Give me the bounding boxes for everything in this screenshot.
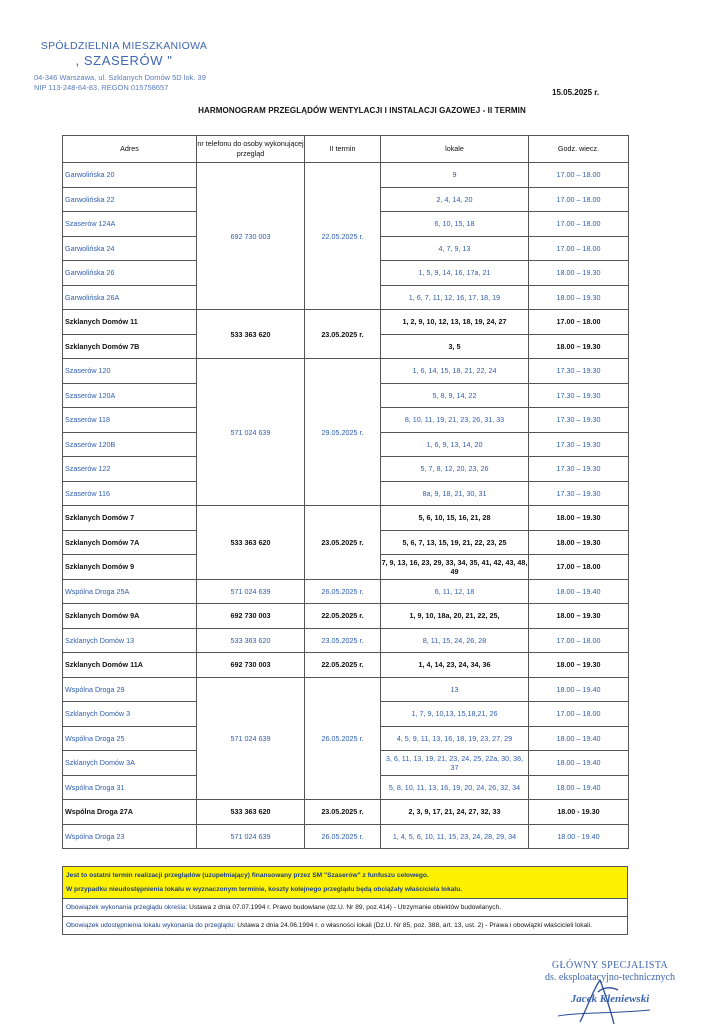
cell-units: 6, 10, 15, 18 (381, 212, 529, 237)
cell-date: 26.05.2025 r. (305, 824, 381, 849)
cell-hours: 17.30 – 19.30 (529, 408, 629, 433)
cell-date: 23.05.2025 r. (305, 800, 381, 825)
cell-address: Szklanych Domów 9 (63, 555, 197, 580)
cell-units: 6, 11, 12, 18 (381, 579, 529, 604)
cell-hours: 17.30 – 19.30 (529, 432, 629, 457)
cell-address: Szklanych Domów 13 (63, 628, 197, 653)
table-header-row (63, 136, 629, 163)
table-row (63, 653, 629, 678)
cell-units: 1, 4, 14, 23, 24, 34, 36 (381, 653, 529, 678)
cell-phone: 571 024 639 (197, 579, 305, 604)
cell-units: 1, 6, 14, 15, 18, 21, 22, 24 (381, 359, 529, 384)
cell-hours: 17.00 – 18.00 (529, 555, 629, 580)
cell-units: 13 (381, 677, 529, 702)
cell-phone: 571 024 639 (197, 359, 305, 506)
cell-units: 5, 7, 8, 12, 20, 23, 26 (381, 457, 529, 482)
cell-hours: 17.00 – 18.00 (529, 187, 629, 212)
cell-hours: 18.00 – 19.30 (529, 604, 629, 629)
cell-units: 1, 6, 7, 11, 12, 16, 17, 18, 19 (381, 285, 529, 310)
cell-units: 9 (381, 163, 529, 188)
cell-address: Wspólna Droga 27A (63, 800, 197, 825)
cell-date: 26.05.2025 r. (305, 579, 381, 604)
org-name-line2: , SZASERÓW " (75, 53, 173, 68)
cell-phone: 692 730 003 (197, 163, 305, 310)
cell-address: Szaserów 124A (63, 212, 197, 237)
cell-address: Szklanych Domów 3 (63, 702, 197, 727)
cell-units: 2, 4, 14, 20 (381, 187, 529, 212)
table-row (63, 800, 629, 825)
legal-basis-inspection (63, 899, 627, 916)
header-address: Adres (63, 136, 197, 163)
cell-units: 5, 6, 10, 15, 16, 21, 28 (381, 506, 529, 531)
table-row (63, 310, 629, 335)
cell-hours: 18.00 – 19.40 (529, 726, 629, 751)
cell-units: 5, 6, 7, 13, 15, 19, 21, 22, 23, 25 (381, 530, 529, 555)
cell-address: Garwolińska 20 (63, 163, 197, 188)
cell-units: 1, 7, 9, 10,13, 15,18,21, 26 (381, 702, 529, 727)
legal-basis-inspection-text: Ustawa z dnia 07.07.1994 r. Prawo budowlane (dz.U. Nr 89, poz.414) - Utrzymanie obiektów budowlanych. (187, 904, 502, 911)
cell-hours: 18.00 – 19.30 (529, 261, 629, 286)
cell-units: 1, 4, 5, 6, 10, 11, 15, 23, 24, 28, 29, 34 (381, 824, 529, 849)
cell-address: Wspólna Droga 25 (63, 726, 197, 751)
cell-hours: 17.00 – 18.00 (529, 702, 629, 727)
cell-hours: 17.00 – 18.00 (529, 163, 629, 188)
cell-hours: 17.30 – 19.30 (529, 481, 629, 506)
organization-stamp (34, 40, 214, 68)
cell-address: Szklanych Domów 7B (63, 334, 197, 359)
cell-units: 4, 7, 9, 13 (381, 236, 529, 261)
cell-hours: 17.30 – 19.30 (529, 383, 629, 408)
header-date: II termin (305, 136, 381, 163)
cell-address: Garwolińska 22 (63, 187, 197, 212)
cell-phone: 692 730 003 (197, 604, 305, 629)
cell-hours: 17.30 – 19.30 (529, 359, 629, 384)
cell-hours: 17.00 – 18.00 (529, 236, 629, 261)
header-phone: nr telefonu do osoby wykonującej przegląd (197, 136, 305, 163)
cell-date: 23.05.2025 r. (305, 628, 381, 653)
legal-basis-inspection-lead: Obowiązek wykonania przeglądu określa: (66, 904, 188, 911)
table-row (63, 163, 629, 188)
cell-hours: 18.00 – 19.30 (529, 506, 629, 531)
cell-hours: 18.00 - 19.40 (529, 824, 629, 849)
cell-hours: 18.00 – 19.30 (529, 334, 629, 359)
schedule-table (62, 135, 629, 849)
cell-units: 8a, 9, 18, 21, 30, 31 (381, 481, 529, 506)
cell-units: 1, 9, 10, 18a, 20, 21, 22, 25, (381, 604, 529, 629)
legal-basis-access-lead: Obowiązek udostępnienia lokalu wykonania do przeglądu: (66, 922, 236, 929)
cell-phone: 692 730 003 (197, 653, 305, 678)
signature-name: Jacek Kleniewski (570, 993, 650, 1005)
org-address: 04-346 Warszawa, ul. Szklanych Domów 5D lok. 39 (34, 73, 206, 82)
header-hours: Godz. wiecz. (529, 136, 629, 163)
cell-units: 1, 2, 9, 10, 12, 13, 18, 19, 24, 27 (381, 310, 529, 335)
legal-basis-access (63, 916, 627, 934)
cell-phone: 533 363 620 (197, 628, 305, 653)
table-row (63, 677, 629, 702)
cell-units: 4, 5, 9, 11, 13, 16, 18, 19, 23, 27, 29 (381, 726, 529, 751)
cell-date: 29.05.2025 r. (305, 359, 381, 506)
cell-date: 22.05.2025 r. (305, 653, 381, 678)
cell-address: Szklanych Domów 11A (63, 653, 197, 678)
cell-hours: 18.00 – 19.30 (529, 530, 629, 555)
cell-address: Szklanych Domów 3A (63, 751, 197, 776)
cell-date: 22.05.2025 r. (305, 604, 381, 629)
cell-address: Szklanych Domów 7A (63, 530, 197, 555)
table-row (63, 628, 629, 653)
schedule-body (63, 163, 629, 849)
cell-units: 2, 3, 9, 17, 21, 24, 27, 32, 33 (381, 800, 529, 825)
cell-address: Wspólna Droga 23 (63, 824, 197, 849)
cell-units: 8, 10, 11, 19, 21, 23, 26, 31, 33 (381, 408, 529, 433)
notice-last-term: Jest to ostatni termin realizacji przeglądów (uzupełniający) finansowany przez SM "Szaserów" z funfuszu celowego. (66, 872, 429, 879)
legal-basis-access-text: Ustawa z dnia 24.06.1994 r. o własności lokali (Dz.U. Nr 85, poz. 388, art. 13, ust. 2) - Prawa i obowiązki właścicieli lokali. (235, 922, 592, 929)
cell-hours: 18.00 – 19.40 (529, 677, 629, 702)
cell-address: Garwolińska 26A (63, 285, 197, 310)
notice-costs: W przypadku nieudostępnienia lokalu w wyznaczonym terminie, koszty kolejnego przeglądu będą obciążały właściciela lokalu. (66, 886, 463, 893)
document-title: HARMONOGRAM PRZEGLĄDÓW WENTYLACJI I INSTALACJI GAZOWEJ - II TERMIN (198, 106, 526, 115)
cell-units: 5, 8, 9, 14, 22 (381, 383, 529, 408)
cell-units: 1, 6, 9, 13, 14, 20 (381, 432, 529, 457)
table-row (63, 506, 629, 531)
header-units: lokale (381, 136, 529, 163)
cell-address: Szaserów 116 (63, 481, 197, 506)
cell-hours: 17.00 – 18.00 (529, 310, 629, 335)
org-name-line1: SPÓŁDZIELNIA MIESZKANIOWA (40, 40, 208, 52)
cell-date: 26.05.2025 r. (305, 677, 381, 800)
cell-units: 3, 5 (381, 334, 529, 359)
signature-title: GŁÓWNY SPECJALISTA (551, 960, 669, 971)
cell-address: Szklanych Domów 7 (63, 506, 197, 531)
table-row (63, 579, 629, 604)
cell-units: 3, 6, 11, 13, 19, 21, 23, 24, 25, 22a, 30, 36, 37 (381, 751, 529, 776)
cell-hours: 18.00 – 19.40 (529, 751, 629, 776)
signature-subtitle: ds. eksploatacyjno-technicznych (545, 972, 675, 983)
cell-address: Szaserów 118 (63, 408, 197, 433)
cell-date: 23.05.2025 r. (305, 310, 381, 359)
cell-hours: 18.00 – 19.30 (529, 285, 629, 310)
notes-box (62, 866, 628, 935)
highlighted-notice (63, 867, 627, 899)
cell-address: Wspólna Droga 31 (63, 775, 197, 800)
cell-address: Garwolińska 26 (63, 261, 197, 286)
cell-units: 8, 11, 15, 24, 26, 28 (381, 628, 529, 653)
cell-hours: 17.00 – 18.00 (529, 628, 629, 653)
cell-phone: 533 363 620 (197, 800, 305, 825)
cell-date: 23.05.2025 r. (305, 506, 381, 580)
handwritten-signature-icon (540, 972, 690, 1024)
cell-units: 1, 5, 9, 14, 16, 17a, 21 (381, 261, 529, 286)
table-row (63, 824, 629, 849)
cell-address: Wspólna Droga 25A (63, 579, 197, 604)
cell-address: Szklanych Domów 11 (63, 310, 197, 335)
document-date: 15.05.2025 r. (552, 88, 600, 97)
cell-date: 22.05.2025 r. (305, 163, 381, 310)
org-ids: NIP 113-248-64-83, REGON 015758657 (34, 82, 169, 92)
cell-units: 7, 9, 13, 16, 23, 29, 33, 34, 35, 41, 42, 43, 48, 49 (381, 555, 529, 580)
cell-address: Wspólna Droga 29 (63, 677, 197, 702)
cell-hours: 17.00 – 18.00 (529, 212, 629, 237)
cell-phone: 533 363 620 (197, 506, 305, 580)
cell-hours: 18.00 - 19.30 (529, 800, 629, 825)
cell-hours: 18.00 – 19.30 (529, 653, 629, 678)
org-address-block (34, 73, 206, 92)
cell-address: Szaserów 120A (63, 383, 197, 408)
cell-address: Szklanych Domów 9A (63, 604, 197, 629)
cell-hours: 17.30 – 19.30 (529, 457, 629, 482)
cell-address: Szaserów 120 (63, 359, 197, 384)
cell-phone: 571 024 639 (197, 824, 305, 849)
table-row (63, 604, 629, 629)
table-row (63, 359, 629, 384)
cell-address: Szaserów 122 (63, 457, 197, 482)
cell-address: Szaserów 120B (63, 432, 197, 457)
cell-hours: 18.00 – 19.40 (529, 775, 629, 800)
cell-units: 5, 8, 10, 11, 13, 16, 19, 20, 24, 26, 32, 34 (381, 775, 529, 800)
cell-address: Garwolińska 24 (63, 236, 197, 261)
cell-phone: 533 363 620 (197, 310, 305, 359)
cell-phone: 571 024 639 (197, 677, 305, 800)
cell-hours: 18.00 – 19.40 (529, 579, 629, 604)
